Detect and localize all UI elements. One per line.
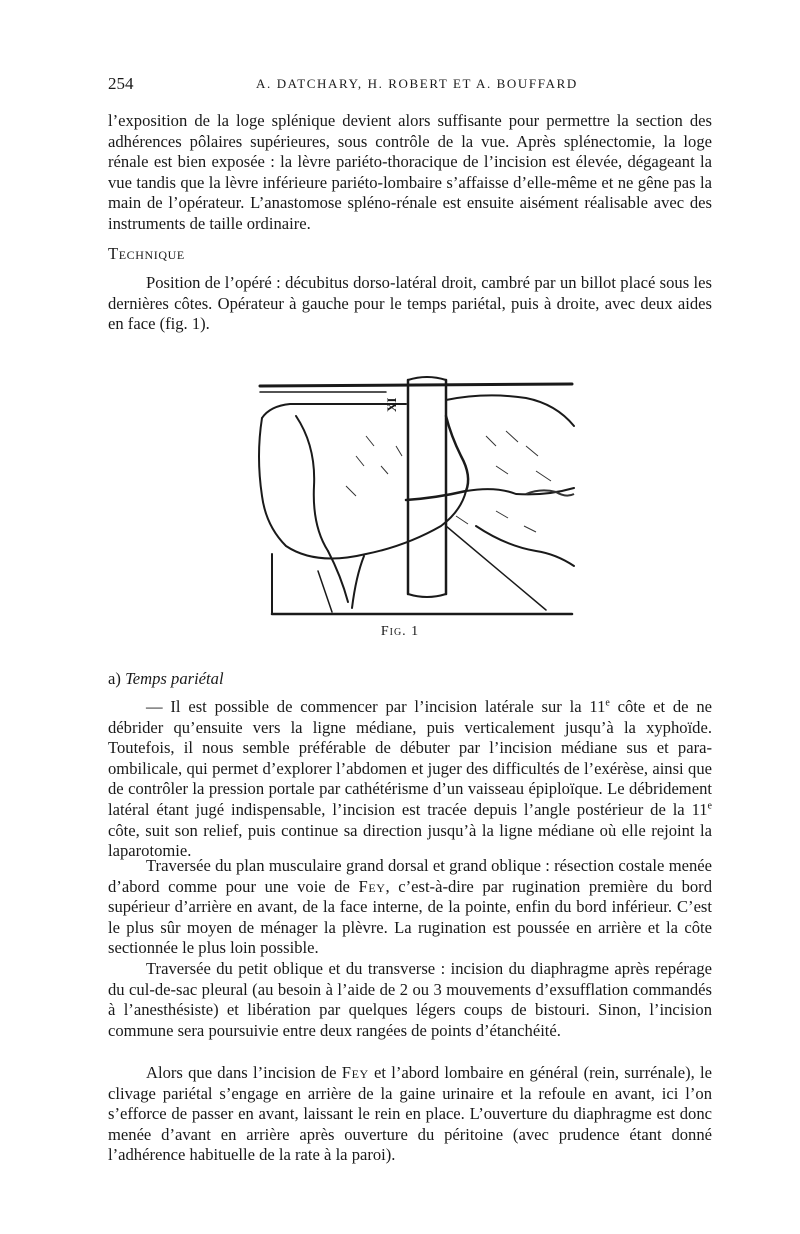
text-run: Traversée du plan musculaire grand dorsal et grand oblique : résection costale menée d’abord comme pour une voie de: [108, 856, 712, 896]
paragraph-diaphragm: Traversée du petit oblique et du transverse : incision du diaphragme après repérage du cul-de-sac pleural (au besoin à l’aide de 2 ou 3 mouvements d’exsufflation commandés à l’anesthésiste) et libération par quelques légers coups de bistouri. Sinon, l’incision commune sera poursuivie entre deux rangées de points d’étanchéité.: [108, 959, 712, 1040]
text-run: , c’est-à-dire par rugination première du bord supérieur d’arrière en avant, de la face interne, de la pointe, enfin du bord inférieur. C’est le plus sûr moyen de ménager la plèvre. La rugination est poussée en arrière et la côte sectionnée le plus loin possible.: [108, 876, 712, 958]
running-head: A. DATCHARY, H. ROBERT ET A. BOUFFARD: [256, 76, 578, 91]
paragraph-cleavage: [108, 1063, 712, 1166]
text-run: — Il est possible de commencer par l’incision latérale sur la 11: [146, 697, 606, 716]
section-prefix: a): [108, 669, 121, 688]
technique-paragraph: Position de l’opéré : décubitus dorso-latéral droit, cambré par un billot placé sous les dernières côtes. Opérateur à gauche pour le temps pariétal, puis à droite, avec deux aides en face (fig. 1).: [108, 273, 712, 334]
figure-illustration: [256, 376, 580, 622]
rib-label: XI: [384, 397, 399, 412]
superscript: e: [605, 697, 610, 709]
figure-caption: Fig. 1: [380, 624, 420, 639]
page-header: [108, 74, 712, 96]
text-run: côte et de ne débrider qu’ensuite vers la ligne médiane, puis verticalement jusqu’à la xyphoïde. Toutefois, il nous semble préférable de débuter par l’incision médiane sus et para-ombilicale, qui permet d’explorer l’abdomen et juger des difficultés de l’exérèse, ainsi que de contrôler la pression portale par cathétérisme d’un vaisseau épiploïque. Le débridement latéral étant jugé indispensable, l’incision est tracée depuis l’angle postérieur de la 11: [108, 697, 712, 819]
intro-paragraph: l’exposition de la loge splénique devient alors suffisante pour permettre la section des adhérences pôlaires supérieures, sous contrôle de la vue. Après splénectomie, la loge rénale est bien exposée : la lèvre pariéto-thoracique de l’incision est élevée, dégageant la vue tandis que la lèvre inférieure pariéto-lombaire s’affaisse d’elle-même et ne gêne pas la main de l’opérateur. L’anastomose spléno-rénale est ensuite aisément réalisable avec des instruments de taille ordinaire.: [108, 111, 712, 233]
section-heading: [108, 669, 224, 689]
section-title: Temps pariétal: [125, 669, 224, 688]
paragraph-incision: [108, 697, 712, 862]
text-run: côte, suit son relief, puis continue sa direction jusqu’à la ligne médiane où elle rejoint la laparotomie.: [108, 820, 712, 861]
technique-heading: Technique: [108, 244, 185, 263]
superscript: e: [707, 800, 712, 812]
text-run: et l’abord lombaire en général (rein, surrénale), le clivage pariétal s’engage en arrière de la gaine urinaire et la refoule en avant, ici l’on s’efforce de passer en avant, laissant le rein en place. L’ouverture du diaphragme est donc menée d’avant en arrière après ouverture du péritoine (avec prudence étant donné l’adhérence habituelle de la rate à la paroi).: [108, 1063, 712, 1165]
text-run: Alors que dans l’incision de: [146, 1063, 342, 1082]
surgical-position-drawing: [256, 376, 580, 622]
paragraph-muscle-plane: [108, 856, 712, 959]
page-number: 254: [108, 74, 134, 93]
author-name: Fey: [341, 1063, 369, 1082]
author-name: Fey: [358, 876, 386, 896]
